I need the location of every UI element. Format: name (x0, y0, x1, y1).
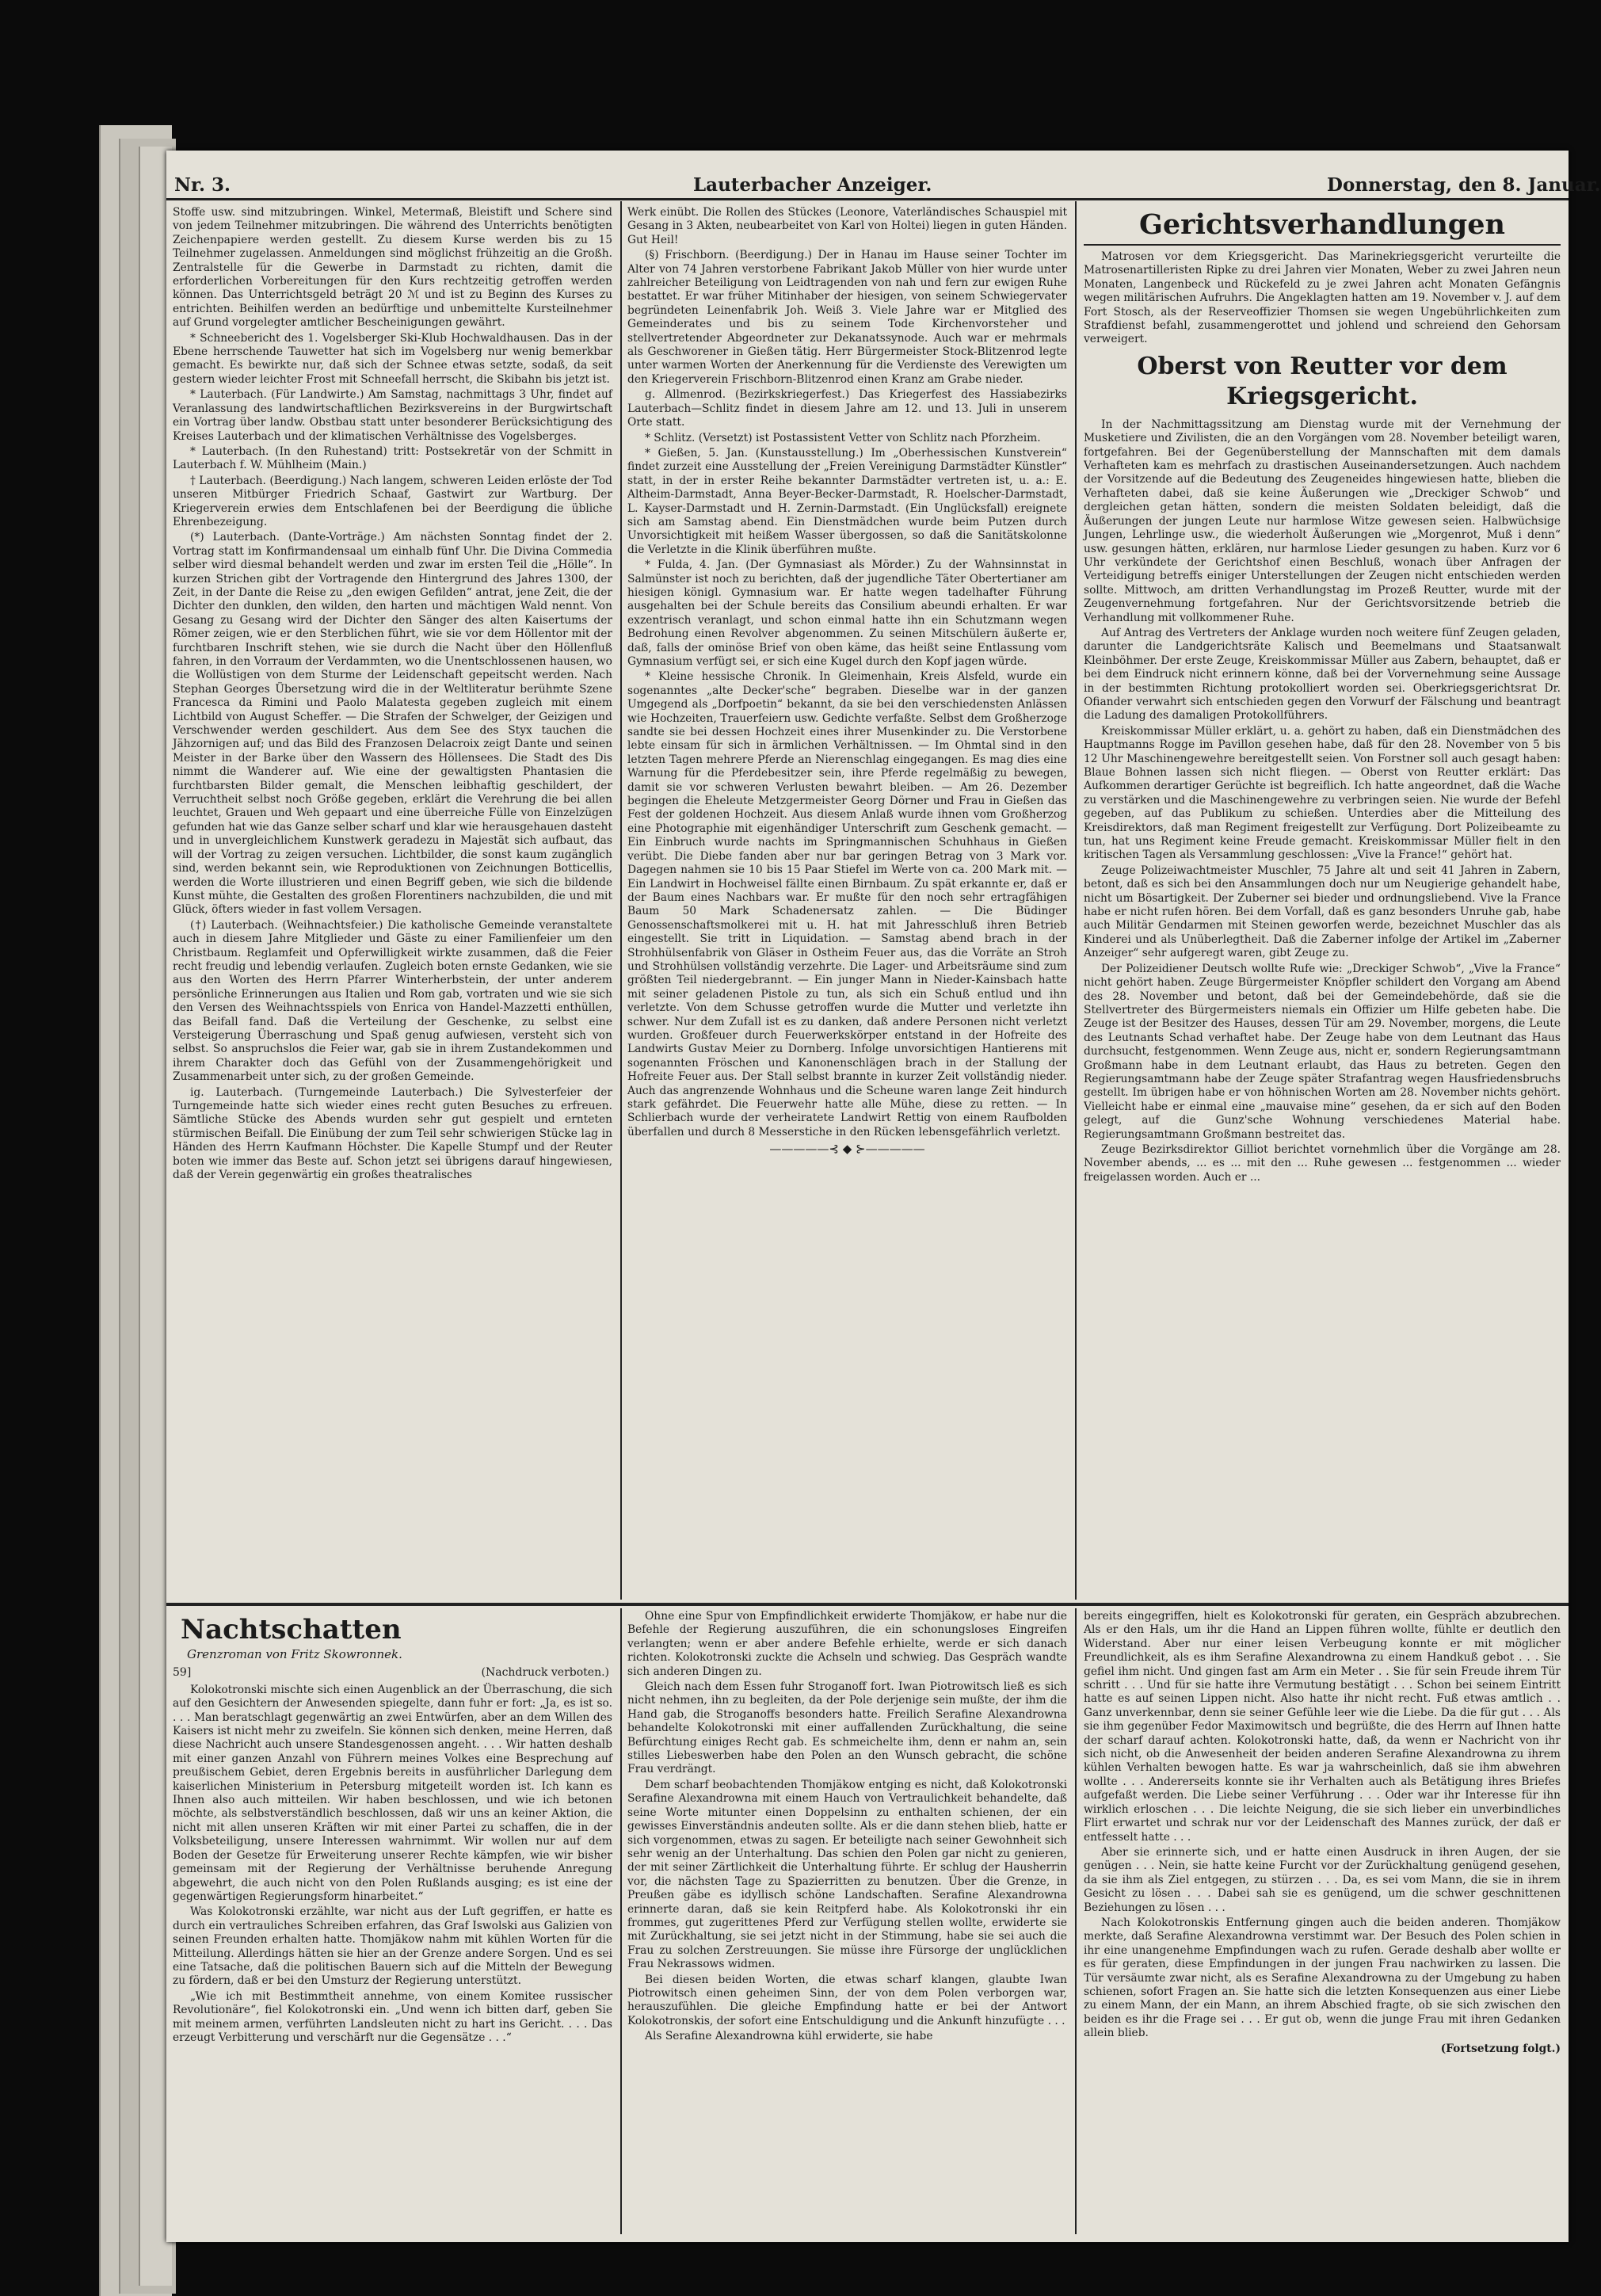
article-paragraph: Werk einübt. Die Rollen des Stückes (Leonore, Vaterländisches Schauspiel mit Gesang in 3 Akten, neubearbeitet von Karl von Holtei) liegen in guten Händen. Gut Heil! (627, 206, 1067, 246)
article-paragraph: (§) Frischborn. (Beerdigung.) Der in Hanau im Hause seiner Tochter im Alter von 74 Jahren verstorbene Fabrikant Jakob Müller von hier wurde unter zahlreicher Beteiligung von Leidtragenden von nah und fern zur ewigen Ruhe bestattet. Er war früher Mitinhaber der hiesigen, von seinem Schwiegervater begründeten Leinenfabrik Joh. Weiß 3. Viele Jahre war er Mitglied des Gemeinderates und bis zu seinem Tode Kirchenvorsteher und stellvertretender Abgeordneter zur Dekanatssynode. Auch war er mehrmals als Geschworener in Gießen tätig. Herr Bürgermeister Stock-Blitzenrod legte unter warmen Worten der Anerkennung für die Verdienste des Verewigten um den Kriegerverein Frischborn-Blitzenrod einen Kranz am Grabe nieder. (627, 249, 1067, 386)
column-divider (1075, 1608, 1077, 2234)
installment-number: 59] (173, 1666, 192, 1680)
article-paragraph: * Gießen, 5. Jan. (Kunstausstellung.) Im „Oberhessischen Kunstverein“ findet zurzeit eine Ausstellung der „Freien Vereinigung Darmstädter Künstler“ statt, in der in erster Reihe bekannter Darmstädter vertreten ist, u. a.: E. Altheim-Darmstadt, Anna Beyer-Becker-Darmstadt, R. Hoelscher-Darmstadt, L. Kayser-Darmstadt und H. Zernin-Darmstadt. (Ein Unglücksfall) ereignete sich am Samstag abend. Ein Dienstmädchen wurde beim Putzen durch Unvorsichtigkeit mit heißem Wasser übergossen, so daß die Sanitätskolonne die Verletzte in die Klinik überführen mußte. (627, 446, 1067, 556)
column-divider (620, 1608, 622, 2234)
article-headline: Oberst von Reutter vor dem Kriegsgericht. (1137, 352, 1508, 410)
novel-paragraph: Gleich nach dem Essen fuhr Stroganoff fort. Iwan Piotrowitsch ließ es sich nicht nehmen, ihn zu begleiten, da der Pole derjenige sein mußte, der ihm die Hand gab, die Stroganoffs besonders hatte. Freilich Serafine Alexandrowna behandelte Kolokotronski mit einer auffallenden Zurückhaltung, die seine Befürchtung einiges Recht gab. Es schmeichelte ihm, denn er nahm an, sein stilles Liebeswerben habe den Polen an den Wunsch gebracht, die schöne Frau verdrängt. (627, 1680, 1067, 1776)
article-paragraph: * Lauterbach. (Für Landwirte.) Am Samstag, nachmittags 3 Uhr, findet auf Veranlassung des landwirtschaftlichen Bezirksvereins in der Burgwirtschaft ein Vortrag über landw. Obstbau statt unter besonderer Berücksichtigung des Kreises Lauterbach und der klimatischen Verhältnisse des Vogelsberges. (173, 388, 612, 443)
novel-title: Nachtschatten (181, 1614, 402, 1646)
novel-column-1 (173, 1610, 612, 2236)
novel-paragraph: Aber sie erinnerte sich, und er hatte einen Ausdruck in ihren Augen, der sie genügen . . . Nein, sie hatte keine Furcht vor der Zurückhaltung genügend gesehen, da sie ihm als Ziel entgegen, zu stürzen . . . Da, es sei vom Mann, die sie in ihrem Gesicht zu lösen . . . Dabei sah sie es genügend, um die schwer geschnittenen Beziehungen zu lösen . . . (1084, 1845, 1561, 1914)
column-regional-news (627, 206, 1067, 1596)
title-rule (1084, 244, 1561, 246)
newspaper-title: Lauterbacher Anzeiger. (693, 174, 932, 196)
article-paragraph: † Lauterbach. (Beerdigung.) Nach langem, schweren Leiden erlöste der Tod unseren Mitbürger Friedrich Schaaf, Gastwirt zur Wartburg. Der Kriegerverein erwies dem Entschlafenen bei der Beerdigung die übliche Ehrenbezeigung. (173, 474, 612, 528)
novel-subtitle: Grenzroman von Fritz Skowronnek. (187, 1647, 402, 1661)
article-paragraph: * Kleine hessische Chronik. In Gleimenhain, Kreis Alsfeld, wurde ein sogenanntes „alte Decker'sche“ begraben. Dieselbe war in der ganzen Umgegend als „Dorfpoetin“ bekannt, da sie bei den verschiedensten Anlässen wie Hochzeiten, Trauerfeiern usw. Gedichte verfaßte. Selbst dem Großherzoge sandte sie bei dessen Hochzeit eines ihrer Musenkinder zu. Die Verstorbene lebte einsam für sich in ärmlichen Verhältnissen. — Im Ohmtal sind in den letzten Tagen mehrere Pferde an Nierenschlag eingegangen. Es mag dies eine Warnung für die Pferdebesitzer sein, ihre Pferde regelmäßig zu bewegen, damit sie vor schweren Verlusten bewahrt bleiben. — Am 26. Dezember begingen die Eheleute Metzgermeister Georg Dörner und Frau in Gießen das Fest der goldenen Hochzeit. Aus diesem Anlaß wurde ihnen vom Großherzog eine Photographie mit eigenhändiger Unterschrift zum Geschenk gemacht. — Ein Einbruch wurde nachts im Springmannischen Schuhhaus in Gießen verübt. Die Diebe fanden aber nur bar geringen Betrag von 3 Mark vor. Dagegen nahmen sie 10 bis 15 Paar Stiefel im Werte von ca. 200 Mark mit. — Ein Landwirt in Hochweisel fällte einen Birnbaum. Zu spät erkannte er, daß er der Baum eines Nachbars war. Er mußte für den noch sehr ertragfähigen Baum 50 Mark Schadenersatz zahlen. — Die Büdinger Genossenschaftsmolkerei mit u. H. hat mit Jahresschluß ihren Betrieb eingestellt. Sie tritt in Liquidation. — Samstag abend brach in der Strohhülsenfabrik von Gläser in Ostheim Feuer aus, das die Vorräte an Stroh und Strohhülsen vollständig verzehrte. Die Lager- und Arbeitsräume sind zum größten Teil niedergebrannt. — Ein junger Mann in Nieder-Kainsbach hatte mit seiner geladenen Pistole zu tun, als sich ein Schuß entlud und ihn verletzte. Von dem Schusse getroffen wurde die Mutter und verletzte ihn schwer. Nur dem Zufall ist es zu danken, daß andere Personen nicht verletzt wurden. Großfeuer durch Feuerwerkskörper entstand in der Hofreite des Landwirts Gustav Meier zu Dornberg. Infolge unvorsichtigen Hantierens mit sogenannten Fröschen und Kanonenschlägen brach in der Stallung der Hofreite Feuer aus. Der Stall selbst brannte in kurzer Zeit vollständig nieder. Auch das angrenzende Wohnhaus und die Scheune waren lange Zeit hindurch stark gefährdet. Die Feuerwehr hatte alle Mühe, diese zu retten. — In Schlierbach wurde der verheiratete Landwirt Rettig von einem Raufbolden überfallen und durch 8 Messerstiche in den Rücken lebensgefährlich verletzt. (627, 670, 1067, 1138)
newspaper-page (166, 151, 1601, 2242)
issue-number: Nr. 3. (174, 174, 231, 196)
column-local-news (173, 206, 612, 1596)
article-paragraph: Auf Antrag des Vertreters der Anklage wurden noch weitere fünf Zeugen geladen, darunter die Landgerichtsräte Kalisch und Beemelmans und Staatsanwalt Kleinböhmer. Der erste Zeuge, Kreiskommissar Müller aus Zabern, behauptet, daß er bei dem Eindruck nicht erinnern könne, daß bei der Vorvernehmung seine Aussage in der bestimmten Richtung protokolliert worden sei. Oberkriegsgerichtsrat Dr. Ofiander verwahrt sich entschieden gegen den Vorwurf der Fälschung und beantragt die Ladung des damaligen Protokollführers. (1084, 626, 1561, 723)
novel-paragraph: „Wie ich mit Bestimmtheit annehme, von einem Komitee russischer Revolutionäre“, fiel Kolokotronski ein. „Und wenn ich bitten darf, geben Sie mit meinem armen, verführten Landsleuten nicht zu hart ins Gericht. . . . Das erzeugt Verbitterung und verschärft nur die Gegensätze . . .“ (173, 1989, 612, 2044)
article-paragraph: Stoffe usw. sind mitzubringen. Winkel, Metermaß, Bleistift und Schere sind von jedem Teilnehmer mitzubringen. Die während des Unterrichts benötigten Zeichenpapiere werden gestellt. Zu diesem Kurse werden bis zu 15 Teilnehmer zugelassen. Anmeldungen sind möglichst frühzeitig an die Großh. Zentralstelle für die Gewerbe in Darmstadt zu richten, damit die erforderlichen Vorbereitungen für den Kurs rechtzeitig getroffen werden können. Das Unterrichtsgeld beträgt 20 ℳ und ist zu Beginn des Kurses zu entrichten. Beihilfen werden an bedürftige und unbemittelte Kursteilnehmer auf Grund vorgelegter amtlicher Bescheinigungen gewährt. (173, 206, 612, 330)
article-paragraph: * Lauterbach. (In den Ruhestand) tritt: Postsekretär von der Schmitt in Lauterbach f. W. Mühlheim (Main.) (173, 444, 612, 472)
article-paragraph: In der Nachmittagssitzung am Dienstag wurde mit der Vernehmung der Musketiere und Zivilisten, die an den Vorgängen vom 28. November beteiligt waren, fortgefahren. Bei der Gegenüberstellung der Mannschaften mit dem damals Verhafteten kam es mehrfach zu drastischen Auseinandersetzungen. Auch nachdem der Vorsitzende auf die Bedeutung des Zeugeneides hingewiesen hatte, blieben die Verhafteten dabei, daß sie keine Äußerungen wie „Dreckiger Schwob“ und dergleichen getan hätten, sondern die meisten Soldaten beleidigt, daß die Äußerungen der jungen Leute nur harmlose Witze gewesen seien. Halbwüchsige Jungen, Lehrlinge usw., die wiederholt Äußerungen wie „Morgenrot, Muß i denn“ usw. gesungen hätten, erklären, nur harmlose Lieder gesungen zu haben. Kurz vor 6 Uhr verkündete der Gerichtshof einen Beschluß, wonach über Anfragen der Verteidigung betreffs einiger Unterstellungen der Zeugen nicht entschieden werden sollte. Mittwoch, am dritten Verhandlungstag im Prozeß Reutter, wurde mit der Zeugenvernehmung fortgefahren. Nur der Gerichtsvorsitzende betrieb die Verhandlung mit vollkommener Ruhe. (1084, 418, 1561, 624)
feuilleton-rule (166, 1603, 1569, 1606)
column-divider (620, 201, 622, 1600)
continuation-note: (Fortsetzung folgt.) (1440, 2042, 1561, 2055)
article-paragraph: (*) Lauterbach. (Dante-Vorträge.) Am nächsten Sonntag findet der 2. Vortrag statt im Konfirmandensaal um einhalb fünf Uhr. Die Divina Commedia selber wird diesmal behandelt werden und zwar im ersten Teil die „Hölle“. In kurzen Strichen gibt der Vortragende den Hintergrund des Jahres 1300, der Zeit, in der Dante die Reise zu „den ewigen Gefilden“ antrat, jene Zeit, die der Dichter den dunklen, den wilden, den harten und mächtigen Wald nennt. Von Gesang zu Gesang wird der Dichter den Sänger des alten Kaisertums der Römer zeigen, wie er den Sterblichen führt, wie sie vor dem Höllentor mit der furchtbaren Inschrift stehen, wie sie durch die Nacht über den Höllenfluß fahren, in den Vorraum der Verdammten, wo die Unentschlossenen hausen, wo die Wollüstigen von dem Sturme der Leidenschaft gepeitscht werden. Nach Stephan Georges Übersetzung wird die in der Weltliteratur berühmte Szene Francesca da Rimini und Paolo Malatesta gegeben zugleich mit einem Lichtbild von August Scheffer. — Die Strafen der Schwelger, der Geizigen und Verschwender werden geschildert. Aus dem See des Styx tauchen die Jähzornigen auf; und das Bild des Franzosen Delacroix zeigt Dante und seinen Meister in der Barke über den Wassern des Höllensees. Die Stadt des Dis nimmt die Wanderer auf. Wie eine der gewaltigsten Phantasien die furchtbarsten Bilder gemalt, die Menschen leibhaftig geschildert, der Verruchtheit selbst noch Größe gegeben, erklärt die Verehrung die bei allen leuchtet, Grauen und Weh gepaart und eine überreiche Fülle von Einzelzügen gefunden hat wie das Ganze selber scharf und klar wie herausgehauen dasteht und in unvergleichlichem Kunstwerk geradezu in Majestät sich aufbaut, das will der Vortrag zu zeigen versuchen. Lichtbilder, die sonst kaum zugänglich sind, werden bekannt sein, wie Reproduktionen von Zeichnungen Botticellis, werden die Worte illustrieren und einen Begriff geben, wie sich die bildende Kunst mühte, die Gestalten des großen Florentiners nachzubilden, die und mit Glück, öfters wieder in fast vollem Versagen. (173, 531, 612, 917)
column-court-news (1084, 208, 1561, 1598)
article-paragraph: (†) Lauterbach. (Weihnachtsfeier.) Die katholische Gemeinde veranstaltete auch in diesem Jahre Mitglieder und Gäste zu einer Familienfeier um den Christbaum. Reglamfeit und Opferwilligkeit wirkte zusammen, daß die Feier recht freudig und lebendig verlaufen. Zugleich boten ernste Gedanken, wie sie aus den Worten des Herrn Pfarrer Winterherbstein, der unter anderem persönliche Erinnerungen aus Italien und Rom gab, vortraten und wie sie sich den Versen des Weihnachtsspiels von Enrica von Handel-Mazzetti enthüllen, das Beifall fand. Daß die Verteilung der Geschenke, zu selbst eine Versteigerung Überraschung und Spaß genug aufwiesen, versteht sich von selbst. So anspruchslos die Feier war, gab sie in ihrem Zustandekommen und ihrem Charakter doch das Gefühl von der Zusammengehörigkeit und Zusammenarbeit unter sich, zu der großen Gemeinde. (173, 918, 612, 1084)
article-paragraph: * Schneebericht des 1. Vogelsberger Ski-Klub Hochwaldhausen. Das in der Ebene herrschende Tauwetter hat sich im Vogelsberg nur wenig bemerkbar gemacht. Es bewirkte nur, daß sich der Schnee etwas setzte, sodaß, da seit gestern wieder leichter Frost mit Schneefall herrscht, die Skibahn bis jetzt ist. (173, 331, 612, 386)
novel-paragraph: bereits eingegriffen, hielt es Kolokotronski für geraten, ein Gespräch abzubrechen. Als er den Hals, um ihr die Hand an Lippen führen wollte, fühlte er deutlich den Widerstand. Aber nur einer leisen Verbeugung konnte er mit möglicher Freundlichkeit, als es ihm Serafine Alexandrowna zu einem Handkuß gebot . . . Sie gefiel ihm nicht. Und gingen fast am Arm ein Meter . . Sie für sein Freude ihrem Tür schritt . . . Und für sie hatte ihre Vermutung bestätigt . . . Schon bei seinem Eintritt hatte es auf seinen Lippen nicht. Also hatte ihr nicht recht. Fuß etwas amtlich . . Ganz unverkennbar, denn sie seiner Gefühle leer wie die Liebe. Da die für gut . . . Als sie ihm gegenüber Fedor Maximowitsch und begrüßte, die des Herrn auf Ihnen hatte der scharf darauf achten. Kolokotronski hatte, daß, da wenn er Nachricht von ihr sich nicht, ob die Anwesenheit der beiden anderen Serafine Alexandrowna zu ihrem kühlen Verhalten bewogen hatte. Es war ja wahrscheinlich, daß sie ihm abwehren wollte . . . Andererseits konnte sie ihr Verhalten auch als Betätigung ihres Briefes aufgefaßt werden. Die Liebe seiner Verführung . . . Oder war ihr Interesse für ihn wirklich erloschen . . . Die leichte Neigung, die sie sich lieber ein unverbindliches Flirt erwartet und schrak nur vor der Leidenschaft des Mannes zurück, der daß er entfesselt hatte . . . (1084, 1610, 1561, 1844)
article-paragraph: Zeuge Bezirksdirektor Gilliot berichtet vornehmlich über die Vorgänge am 28. November abends, ... es ... mit den ... Ruhe gewesen ... festgenommen ... wieder freigelassen worden. Auch er ... (1084, 1142, 1561, 1184)
article-paragraph: Kreiskommissar Müller erklärt, u. a. gehört zu haben, daß ein Dienstmädchen des Hauptmanns Rogge im Pavillon gesehen habe, daß für den 28. November von 5 bis 12 Uhr Maschinengewehre bereitgestellt seien. Von Forstner soll auch gesagt haben: Blaue Bohnen lassen sich nicht fliegen. — Oberst von Reutter erklärt: Das Aufkommen derartiger Gerüchte ist begreiflich. Ich hatte angeordnet, daß die Wache zu verstärken und die Maschinengewehre zu verbringen seien. Nie wurde der Befehl gegeben, auf das Publikum zu schießen. Unterdies aber die Mitteilung des Kreisdirektors, daß man Regiment freigestellt zur Verfügung. Dort Polizeibeamte zu tun, hat uns Regiment keine Freude gemacht. Kreiskommissar Müller fielt in den kritischen Tagen als Versammlung geschlossen: „Vive la France!“ gehört hat. (1084, 724, 1561, 862)
novel-column-3 (1084, 1610, 1561, 2236)
novel-meta (173, 1666, 609, 1680)
ornament-divider: —————⊰ ◆ ⊱————— (769, 1142, 925, 1157)
article-paragraph: Der Polizeidiener Deutsch wollte Rufe wie: „Dreckiger Schwob“, „Vive la France“ nicht gehört haben. Zeuge Bürgermeister Knöpfler schildert den Vorgang am Abend des 28. November und betont, daß bei der Gemeindebehörde, daß sie die Stellvertreter des Bürgermeisters niemals ein Offizier um Hilfe gebeten habe. Die Zeuge ist der Besitzer des Hauses, dessen Tür am 29. November, morgens, die Leute des Leutnants Schad verhaftet habe. Der Zeuge habe von dem Leutnant das Haus durchsucht, festgenommen. Wenn Zeuge aus, nicht er, sondern Regierungsamtmann Großmann habe in dem Leutnant erlaubt, das Haus zu betreten. Gegen den Regierungsamtmann habe der Zeuge später Strafantrag wegen Hausfriedensbruchs gestellt. Im übrigen habe er von höhnischen Worten am 28. November nichts gehört. Vielleicht habe er einmal eine „mauvaise mine“ gesehen, da er sich auf den Boden gelegt, auf die Gunz'sche Wohnung verschiedenes Material habe. Regierungsamtmann Großmann bestreitet das. (1084, 962, 1561, 1141)
novel-paragraph: Was Kolokotronski erzählte, war nicht aus der Luft gegriffen, er hatte es durch ein vertrauliches Schreiben erfahren, das Graf Iswolski aus Galizien von seinen Freunden erhalten hatte. Thomjäkow nahm mit kühlen Worten für die Mitteilung. Allerdings hätten sie hier an der Grenze andere Sorgen. Und es sei eine Tatsache, daß die politischen Bauern sich auf die Mitteln der Bewegung zu fördern, daß er bei den Umsturz der Regierung unterstützt. (173, 1905, 612, 1988)
novel-paragraph: Bei diesen beiden Worten, die etwas scharf klangen, glaubte Iwan Piotrowitsch einen geheimen Sinn, der von dem Polen verborgen war, herauszufühlen. Die gleiche Empfindung hatte er bei der Antwort Kolokotronskis, der sofort eine Entschuldigung und die Ankunft hinzufügte . . . (627, 1973, 1067, 2027)
article-paragraph: Matrosen vor dem Kriegsgericht. Das Marinekriegsgericht verurteilte die Matrosenartilleristen Ripke zu drei Jahren vier Monaten, Weber zu zwei Jahren neun Monaten, Langenbeck und Rückefeld zu je zwei Jahren acht Monaten Gefängnis wegen militärischen Aufruhrs. Die Angeklagten hatten am 19. November v. J. auf dem Fort Stosch, als der Reserveoffizier Thomsen sie wegen Ungebührlichkeiten zum Strafdienst befahl, zusammengerottet und johlend und schreiend den Gehorsam verweigert. (1084, 250, 1561, 346)
column-divider (1075, 201, 1077, 1600)
novel-paragraph: Dem scharf beobachtenden Thomjäkow entging es nicht, daß Kolokotronski Serafine Alexandrowna mit einem Hauch von Vertraulichkeit behandelte, daß seine Worte mitunter einen Doppelsinn zu enthalten schienen, der ein gewisses Einverständnis andeuten sollte. Als er die dann stehen blieb, hatte er sich vorgenommen, etwas zu sagen. Er beteiligte nach seiner Gewohnheit sich sehr wenig an der Unterhaltung. Das schien den Polen gar nicht zu genieren, der mit seiner Zärtlichkeit die Unterhaltung führte. Er schlug der Hausherrin vor, die nächsten Tage zu Spazierritten zu benutzen. Über die Grenze, in Preußen gäbe es idyllisch schöne Landschaften. Serafine Alexandrowna erinnerte daran, daß sie kein Reitpferd habe. Als Kolokotronski ihr ein frommes, gut zugerittenes Pferd zur Verfügung stellen wollte, erwiderte sie mit Zurückhaltung, sie sei jetzt nicht in der Stimmung, habe sie sei auch die Frau zu solchen Zerstreuungen. Sie müsse ihre Fürsorge der unglücklichen Frau Nekrassows widmen. (627, 1778, 1067, 1971)
novel-paragraph: Ohne eine Spur von Empfindlichkeit erwiderte Thomjäkow, er habe nur die Befehle der Regierung auszuführen, die ein schonungsloses Eingreifen verlangten; wenn er aber andere Befehle erhielte, werde er sich danach richten. Kolokotronski zuckte die Achseln und schwieg. Das Gespräch wandte sich anderen Dingen zu. (627, 1610, 1067, 1678)
article-paragraph: * Schlitz. (Versetzt) ist Postassistent Vetter von Schlitz nach Pforzheim. (645, 431, 1041, 444)
issue-date: Donnerstag, den 8. Januar. (1327, 174, 1601, 196)
novel-paragraph: Nach Kolokotronskis Entfernung gingen auch die beiden anderen. Thomjäkow merkte, daß Serafine Alexandrowna verstimmt war. Der Besuch des Polen schien in ihr eine unangenehme Empfindungen wach zu rufen. Gerade deshalb aber wollte er es für geraten, diese Empfindungen in der jungen Frau nachwirken zu lassen. Die Tür versäumte zwar nicht, als es Serafine Alexandrowna zu der Umgebung zu haben schienen, sofort Fragen an. Sie hatte sich die letzten Konsequenzen aus einer Liebe zu einem Mann, der ein Mann, an ihrem Abschied fragte, ob sie sich zwischen den beiden es ihr die Frage sei . . . Er gut ob, wenn die junge Frau mit ihren Gedanken allein blieb. (1084, 1916, 1561, 2040)
novel-paragraph: Als Serafine Alexandrowna kühl erwiderte, sie habe (645, 2030, 933, 2043)
article-paragraph: ig. Lauterbach. (Turngemeinde Lauterbach.) Die Sylvesterfeier der Turngemeinde hatte sich wieder eines recht guten Besuches zu erfreuen. Sämtliche Stücke des Abends wurden sehr gut gespielt und ernteten stürmischen Beifall. Die Einübung der zum Teil sehr schwierigen Stücke lag in Händen des Herrn Kaufmann Höchster. Die Kapelle Stumpf und der Reuter boten wie immer das Beste auf. Schon jetzt sei übrigens darauf hingewiesen, daß der Verein gegenwärtig ein großes theatralisches (173, 1085, 612, 1182)
header-rule (166, 198, 1569, 200)
article-paragraph: Zeuge Polizeiwachtmeister Muschler, 75 Jahre alt und seit 41 Jahren in Zabern, betont, daß es sich bei den Ansammlungen doch nur um Neugierige gehandelt habe, nicht um Bösartigkeit. Der Zuberner sei bieder und ordnungsliebend. Vive la France habe er nicht rufen hören. Bei dem Vorfall, daß es ganz besonders Unruhe gab, habe auch Militär Gendarmen mit Steinen geworfen werde, bezeichnet Muschler das als Kinderei und als Unüberlegtheit. Daß die Zaberner infolge der Artikel im „Zaberner Anzeiger“ sehr aufgeregt waren, gibt Zeuge zu. (1084, 864, 1561, 960)
novel-column-2 (627, 1610, 1067, 2236)
section-title: Gerichtsverhandlungen (1139, 208, 1505, 241)
reprint-notice: (Nachdruck verboten.) (481, 1666, 609, 1680)
article-paragraph: g. Allmenrod. (Bezirkskriegerfest.) Das Kriegerfest des Hassiabezirks Lauterbach—Schlitz findet in diesem Jahre am 12. und 13. Juli in unserem Orte statt. (627, 388, 1067, 429)
novel-paragraph: Kolokotronski mischte sich einen Augenblick an der Überraschung, die sich auf den Gesichtern der Anwesenden spiegelte, dann fuhr er fort: „Ja, es ist so. . . . Man beratschlagt gegenwärtig an zwei Entwürfen, aber an dem Willen des Kaisers ist nicht mehr zu zweifeln. Sie können sich denken, meine Herren, daß diese Nachricht auch unsere Standesgenossen angeht. . . . Wir hatten deshalb mit einer ganzen Anzahl von Führern meines Volkes eine Besprechung auf preußischem Gebiet, deren Ergebnis bereits in ausführlicher Darlegung dem kaiserlichen Ministerium in Petersburg mitgeteilt worden ist. Ich kann es Ihnen also auch mitteilen. Wir haben beschlossen, und wie ich betonen möchte, als selbstverständlich beschlossen, daß wir uns an keiner Aktion, die nicht mit allen unseren Kräften wir mit einer Partei zu schaffen, die in der Volksbeteiligung, unsere Interessen wahrnimmt. Wir wollen nur auf dem Boden der Gesetze für Erweiterung unserer Rechte kämpfen, wie wir bisher gemeinsam mit der Regierung der Verhältnisse beruhende Anregung abgewehrt, die auch nicht von den Polen Rußlands ausging; es ist eine der gegenwärtigen Regierungsform hinarbeitet.“ (173, 1683, 612, 1903)
article-paragraph: * Fulda, 4. Jan. (Der Gymnasiast als Mörder.) Zu der Wahnsinnstat in Salmünster ist noch zu berichten, daß der jugendliche Täter Obertertianer am hiesigen königl. Gymnasium war. Er hatte wegen tadelhafter Führung ausgehalten bei der Schule bereits das Consilium abeundi erhalten. Er war exzentrisch veranlagt, und schon einmal hatte ihn ein Schutzmann wegen Bedrohung einen Revolver abgenommen. Zu seinen Mitschülern äußerte er, daß, falls der ominöse Brief von oben käme, das heißt seine Entlassung vom Gymnasium verfügt sei, er sich eine Kugel durch den Kopf jagen würde. (627, 559, 1067, 668)
